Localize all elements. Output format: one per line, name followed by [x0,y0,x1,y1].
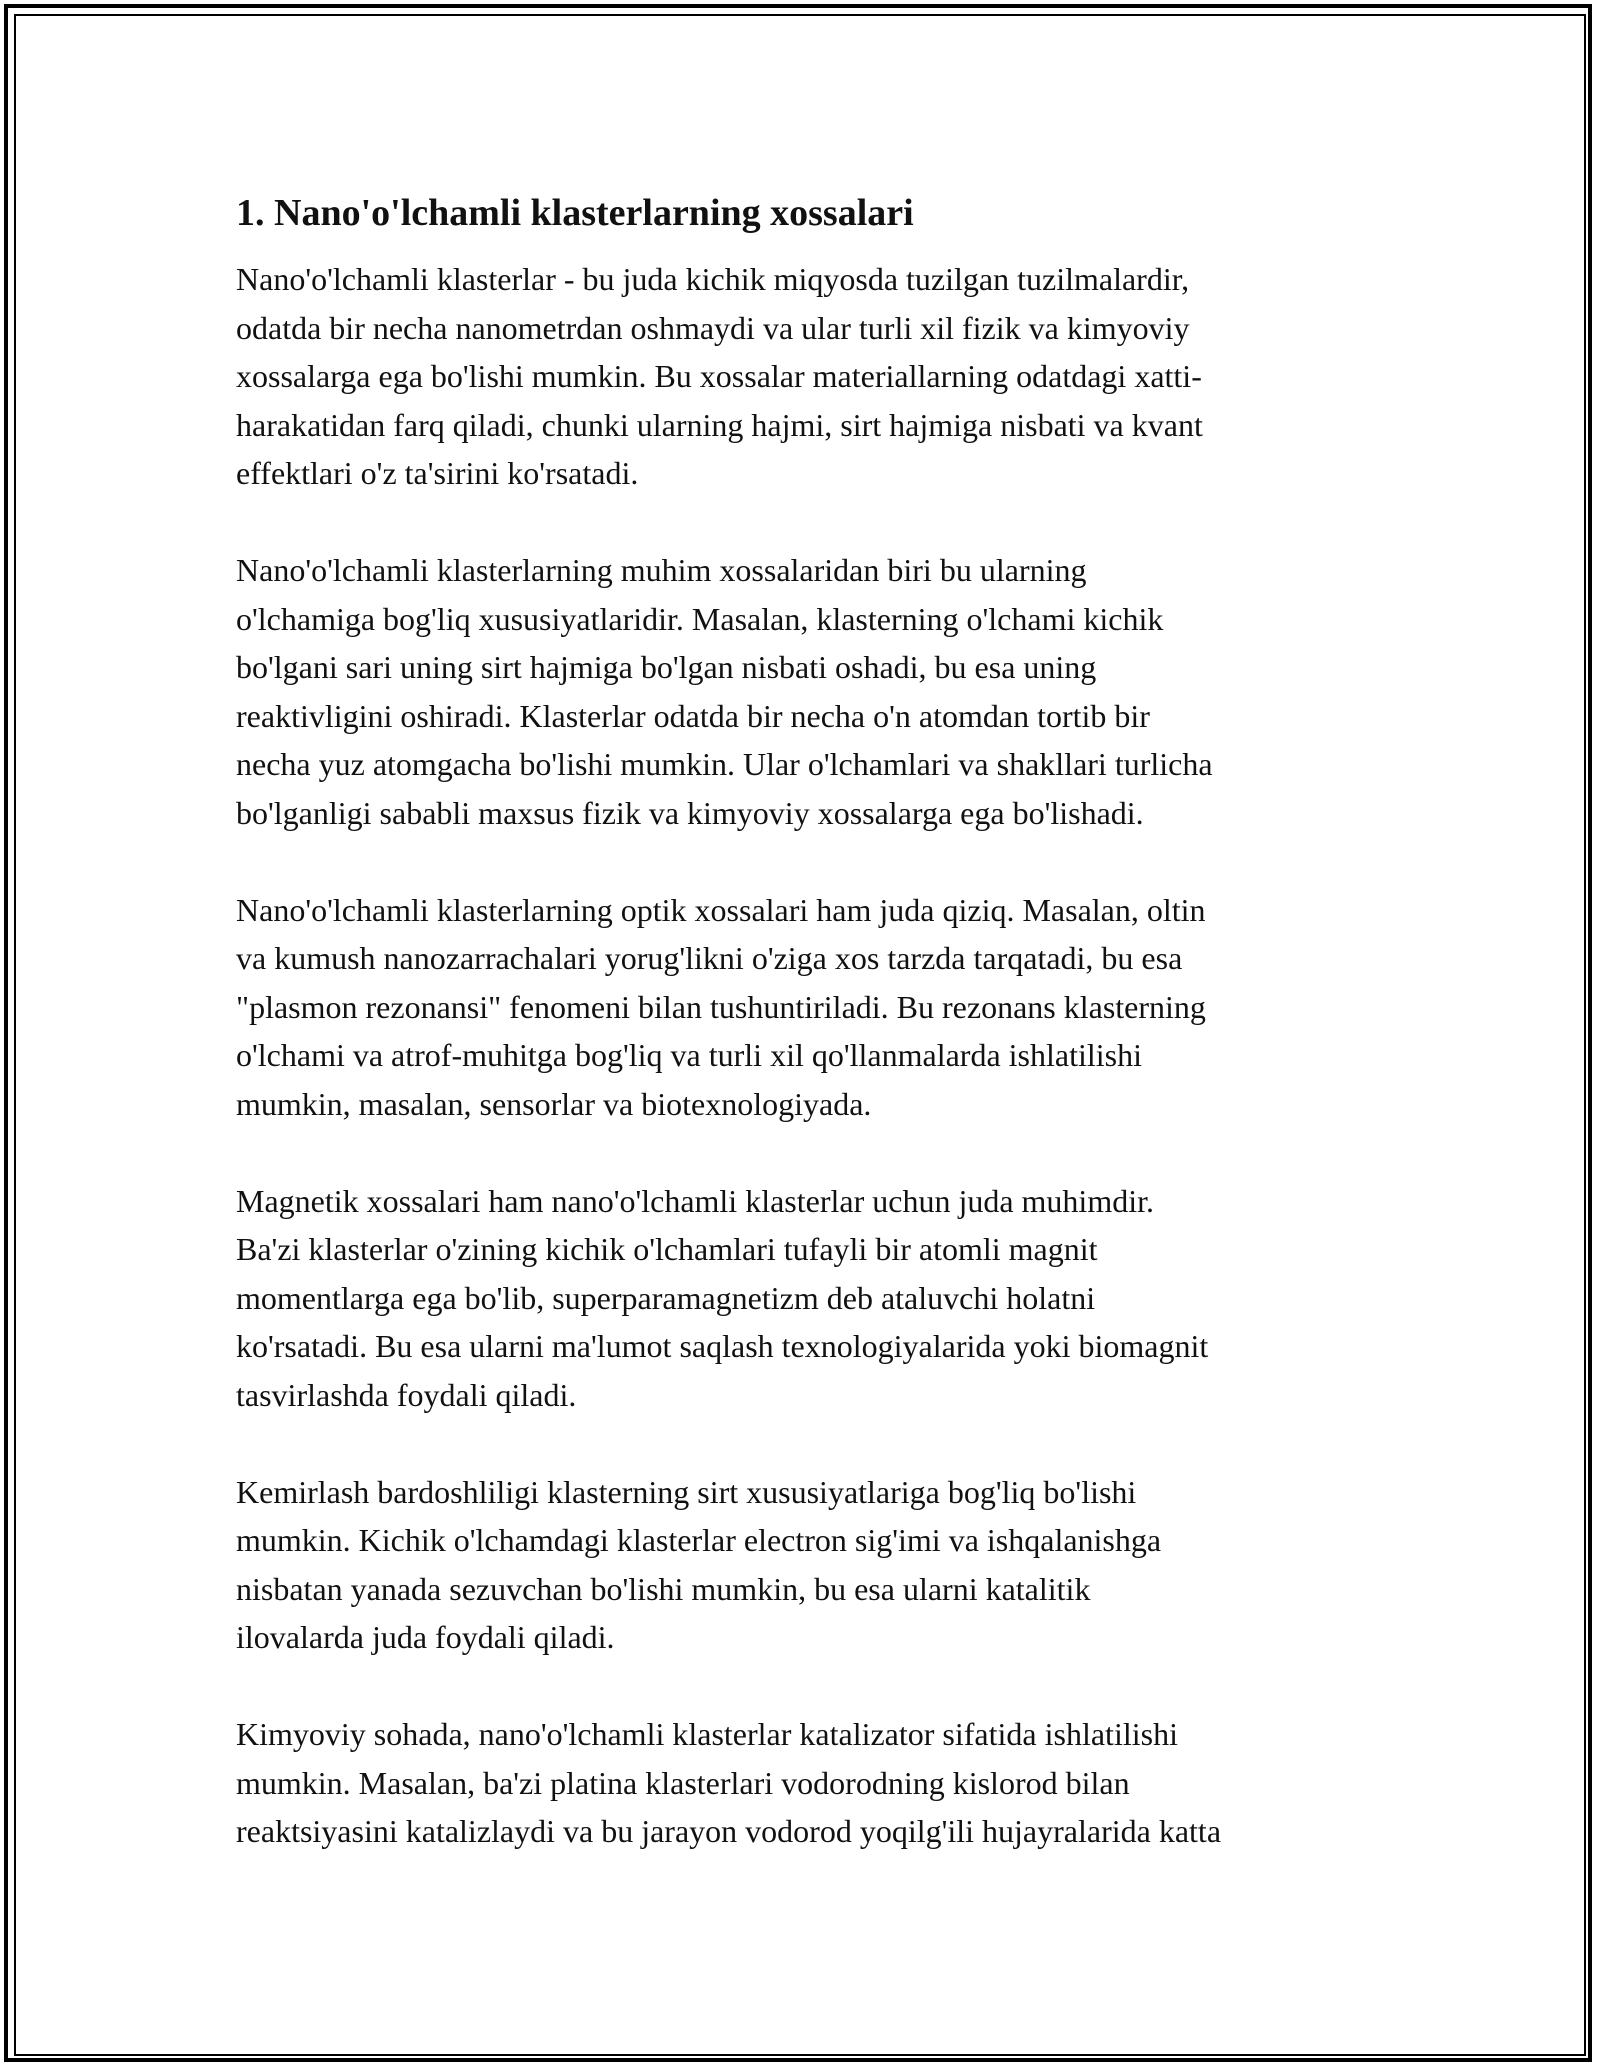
paragraph [236,1177,1366,1420]
section-heading: 1. Nano'o'lchamli klasterlarning xossalari [236,192,914,234]
text-line: Ba'zi klasterlar o'zining kichik o'lchamlari tufayli bir atomli magnit [236,1231,1098,1267]
text-line: xossalarga ega bo'lishi mumkin. Bu xossalar materiallarning odatdagi xatti- [236,358,1202,394]
text-line: Nano'o'lchamli klasterlarning optik xossalari ham juda qiziq. Masalan, oltin [236,891,1206,928]
text-line: ilovalarda juda foydali qiladi. [236,1619,615,1655]
text-line: tasvirlashda foydali qiladi. [236,1376,577,1413]
text-line: harakatidan farq qiladi, chunki ularning hajmi, sirt hajmiga nisbati va kvant [236,406,1203,443]
paragraph [236,1468,1366,1662]
text-line: nisbatan yanada sezuvchan bo'lishi mumkin, bu esa ularni katalitik [236,1570,1091,1607]
text-line: o'lchami va atrof-muhitga bog'liq va turli xil qo'llanmalarda ishlatilishi [236,1037,1142,1073]
text-line: mumkin. Kichik o'lchamdagi klasterlar electron sig'imi va ishqalanishga [236,1522,1162,1558]
paragraph [236,546,1366,837]
text-line: Kemirlash bardoshliligi klasterning sirt xususiyatlariga bog'liq bo'lishi [236,1473,1137,1510]
text-line: mumkin, masalan, sensorlar va biotexnologiyada. [236,1085,872,1122]
text-line: bo'lgani sari uning sirt hajmiga bo'lgan nisbati oshadi, bu esa uning [236,649,1097,685]
text-line: o'lchamiga bog'liq xususiyatlaridir. Masalan, klasterning o'lchami kichik [236,600,1164,637]
document-body [236,185,1366,1904]
paragraph [236,1710,1366,1856]
text-line: reaktsiyasini katalizlaydi va bu jarayon vodorod yoqilg'ili hujayralarida katta [236,1813,1222,1849]
paragraph-list [236,255,1366,1856]
text-line: va kumush nanozarrachalari yorug'likni o'ziga xos tarzda tarqatadi, bu esa [236,940,1183,976]
text-line: "plasmon rezonansi" fenomeni bilan tushuntiriladi. Bu rezonans klasterning [236,988,1206,1025]
text-line: Nano'o'lchamli klasterlarning muhim xossalaridan biri bu ularning [236,552,1087,588]
text-line: ko'rsatadi. Bu esa ularni ma'lumot saqlash texnologiyalarida yoki biomagnit [236,1328,1209,1364]
text-line: mumkin. Masalan, ba'zi platina klasterlari vodorodning kislorod bilan [236,1764,1130,1801]
text-line: Kimyoviy sohada, nano'o'lchamli klasterlar katalizator sifatida ishlatilishi [236,1716,1178,1752]
text-line: bo'lganligi sababli maxsus fizik va kimyoviy xossalarga ega bo'lishadi. [236,794,1144,831]
text-line: Magnetik xossalari ham nano'o'lchamli klasterlar uchun juda muhimdir. [236,1182,1154,1219]
paragraph [236,886,1366,1129]
text-line: effektlari o'z ta'sirini ko'rsatadi. [236,455,639,491]
text-line: necha yuz atomgacha bo'lishi mumkin. Ular o'lchamlari va shakllari turlicha [236,746,1213,782]
text-line: momentlarga ega bo'lib, superparamagnetizm deb ataluvchi holatni [236,1279,1096,1316]
paragraph [236,255,1366,498]
text-line: reaktivligini oshiradi. Klasterlar odatda bir necha o'n atomdan tortib bir [236,697,1150,734]
text-line: odatda bir necha nanometrdan oshmaydi va ular turli xil fizik va kimyoviy [236,309,1190,346]
text-line: Nano'o'lchamli klasterlar - bu juda kichik miqyosda tuzilgan tuzilmalardir, [236,261,1190,297]
